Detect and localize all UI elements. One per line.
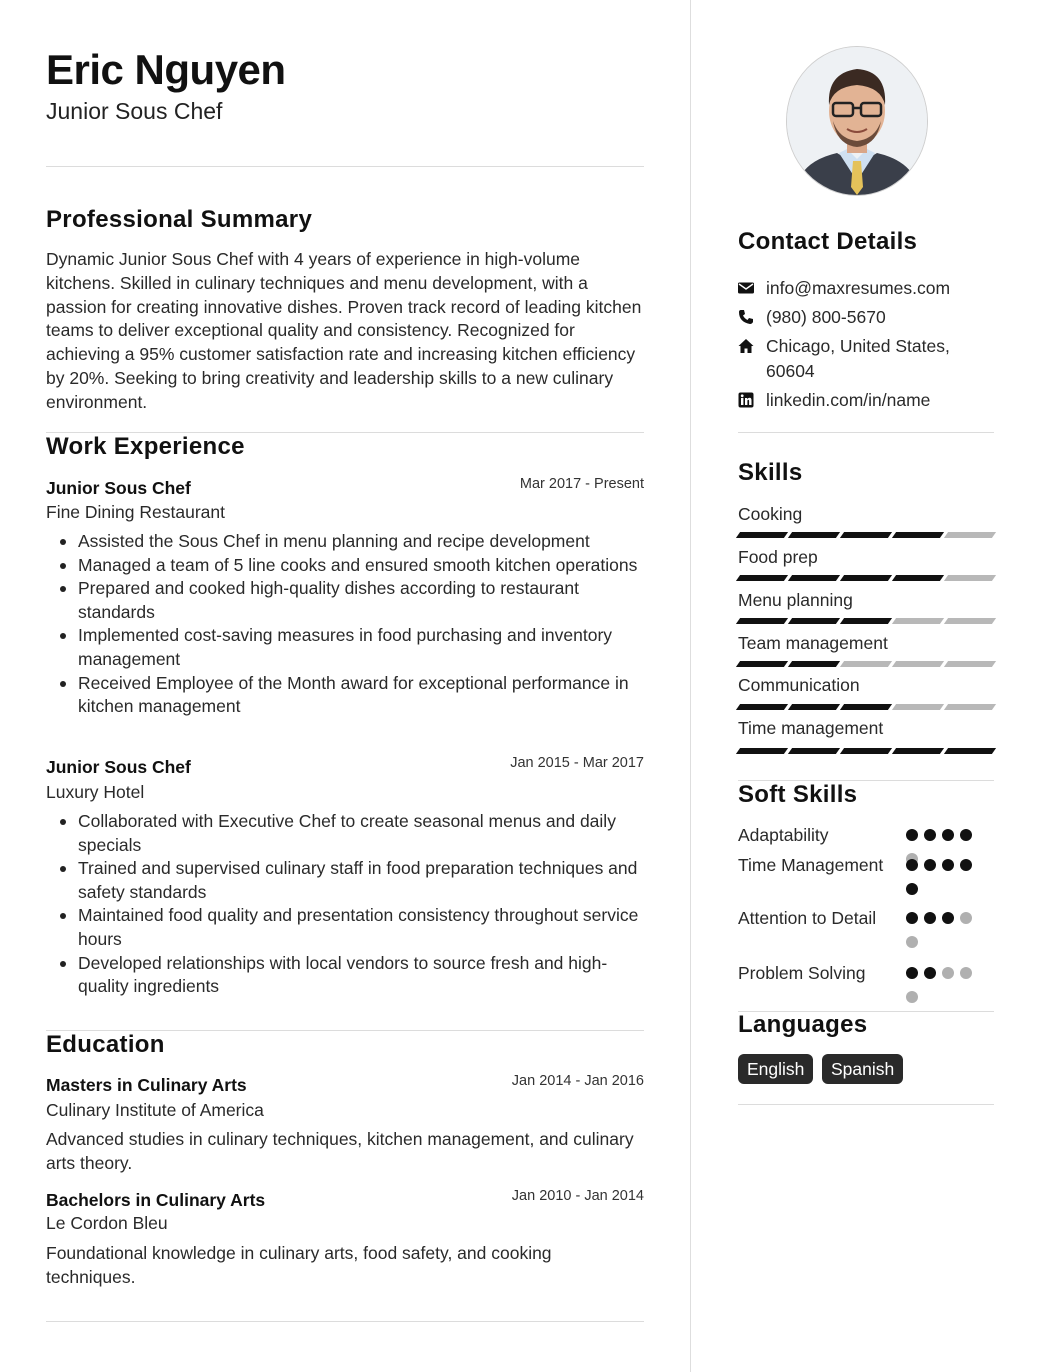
skill-segment-filled <box>840 748 892 754</box>
skill-name: Time management <box>738 718 884 738</box>
soft-skill-name: Time Management <box>738 855 884 875</box>
skill-level-bar <box>738 704 994 710</box>
header-divider <box>46 166 644 167</box>
skill-segment-filled <box>736 748 788 754</box>
avatar <box>786 46 928 196</box>
skill-segment-filled <box>788 575 840 581</box>
education-heading: Education <box>46 1031 165 1058</box>
contact-heading: Contact Details <box>738 228 918 255</box>
skill-segment-filled <box>736 661 788 667</box>
job-title: Junior Sous Chef <box>46 478 191 498</box>
language-badge: English <box>738 1054 813 1084</box>
skill-segment-empty <box>944 704 996 710</box>
skill-level-bar <box>738 748 994 754</box>
rating-dot-filled <box>906 967 918 979</box>
skill-segment-filled <box>736 704 788 710</box>
skill-segment-empty <box>840 661 892 667</box>
skill-segment-empty <box>944 532 996 538</box>
contact-address-text: Chicago, United States, 60604 <box>766 336 950 381</box>
job-bullets <box>46 530 644 719</box>
skill-name: Menu planning <box>738 590 853 610</box>
list-item: Maintained food quality and presentation consistency throughout service hours <box>78 904 644 951</box>
list-item: Implemented cost-saving measures in food purchasing and inventory management <box>78 624 644 671</box>
languages-heading: Languages <box>738 1011 868 1038</box>
rating-dot-filled <box>924 967 936 979</box>
contact-phone-text: (980) 800-5670 <box>766 307 886 327</box>
phone-icon <box>738 309 754 325</box>
skill-level-bar <box>738 532 994 538</box>
skill-name: Food prep <box>738 547 818 567</box>
rating-dot-filled <box>960 859 972 871</box>
rating-dot-filled <box>906 883 918 895</box>
skill-segment-filled <box>788 618 840 624</box>
contact-phone <box>738 305 994 330</box>
skill-segment-empty <box>944 661 996 667</box>
skill-level-bar <box>738 575 994 581</box>
job-bullets <box>46 810 644 999</box>
list-item: Prepared and cooked high-quality dishes according to restaurant standards <box>78 577 644 624</box>
rating-dot-filled <box>924 912 936 924</box>
rating-dot-filled <box>906 912 918 924</box>
languages-divider <box>738 1104 994 1105</box>
rating-dot-filled <box>906 829 918 841</box>
avatar-portrait <box>787 47 927 195</box>
skill-segment-filled <box>892 748 944 754</box>
skill-name: Team management <box>738 633 888 653</box>
contact-email <box>738 276 994 301</box>
rating-dot-empty <box>960 967 972 979</box>
skill-segment-filled <box>736 618 788 624</box>
education-description: Foundational knowledge in culinary arts, food safety, and cooking techniques. <box>46 1243 552 1287</box>
rating-dot-empty <box>906 936 918 948</box>
rating-dot-filled <box>906 859 918 871</box>
home-icon <box>738 338 754 354</box>
degree-title: Bachelors in Culinary Arts <box>46 1190 266 1210</box>
skill-name: Cooking <box>738 504 803 524</box>
linkedin-icon <box>738 392 754 408</box>
skill-segment-empty <box>892 618 944 624</box>
education-divider <box>46 1321 644 1322</box>
education-description: Advanced studies in culinary techniques, kitchen management, and culinary arts theory. <box>46 1129 634 1173</box>
candidate-name: Eric Nguyen <box>46 46 286 93</box>
soft-skills-heading: Soft Skills <box>738 781 858 808</box>
skill-segment-empty <box>892 704 944 710</box>
degree-title: Masters in Culinary Arts <box>46 1075 247 1095</box>
list-item: Collaborated with Executive Chef to create seasonal menus and daily specials <box>78 810 644 857</box>
skill-segment-filled <box>840 575 892 581</box>
skill-name: Communication <box>738 675 860 695</box>
rating-dot-empty <box>942 967 954 979</box>
job-dates: Jan 2015 - Mar 2017 <box>510 755 644 771</box>
contact-linkedin-text: linkedin.com/in/name <box>766 390 931 410</box>
rating-dot-filled <box>924 859 936 871</box>
rating-dot-empty <box>906 991 918 1003</box>
contact-email-text: info@maxresumes.com <box>766 278 951 298</box>
skill-segment-empty <box>892 661 944 667</box>
education-dates: Jan 2014 - Jan 2016 <box>511 1073 644 1089</box>
skill-level-bar <box>738 618 994 624</box>
job-title: Junior Sous Chef <box>46 757 191 777</box>
school-name: Culinary Institute of America <box>46 1100 264 1120</box>
envelope-icon <box>738 280 754 296</box>
skill-segment-filled <box>944 748 996 754</box>
rating-dot-filled <box>942 859 954 871</box>
skill-segment-filled <box>788 748 840 754</box>
skill-segment-filled <box>736 575 788 581</box>
skill-segment-filled <box>840 704 892 710</box>
experience-heading: Work Experience <box>46 433 245 460</box>
list-item: Developed relationships with local vendors to source fresh and high-quality ingredients <box>78 952 644 999</box>
skill-segment-filled <box>892 532 944 538</box>
skill-segment-filled <box>892 575 944 581</box>
skill-segment-filled <box>840 532 892 538</box>
list-item: Trained and supervised culinary staff in food preparation techniques and safety standards <box>78 857 644 904</box>
language-badge: Spanish <box>822 1054 903 1084</box>
skill-level-bar <box>738 661 994 667</box>
contact-divider <box>738 432 994 433</box>
skill-segment-filled <box>788 661 840 667</box>
job-organization: Fine Dining Restaurant <box>46 502 225 522</box>
rating-dot-empty <box>960 912 972 924</box>
list-item: Received Employee of the Month award for exceptional performance in kitchen management <box>78 672 644 719</box>
school-name: Le Cordon Bleu <box>46 1213 168 1233</box>
skill-segment-empty <box>944 618 996 624</box>
rating-dot-filled <box>924 829 936 841</box>
rating-dot-filled <box>960 829 972 841</box>
rating-dot-filled <box>942 829 954 841</box>
skill-segment-filled <box>788 704 840 710</box>
soft-skill-name: Problem Solving <box>738 963 866 983</box>
rating-dot-filled <box>942 912 954 924</box>
summary-text: Dynamic Junior Sous Chef with 4 years of experience in high-volume kitchens. Skilled in culinary techniques and menu development, with a passion for creating innovative dishes. Proven track record of leading kitchen teams to deliver exceptional quality and consistency. Recognized for achieving a 95% customer satisfaction rate and increasing kitchen efficiency by 20%. Seeking to bring creativity and leadership skills to a new culinary environment. <box>46 249 642 412</box>
skill-segment-filled <box>736 532 788 538</box>
candidate-role: Junior Sous Chef <box>46 98 223 124</box>
job-dates: Mar 2017 - Present <box>519 476 644 492</box>
soft-skill-name: Adaptability <box>738 825 829 845</box>
summary-heading: Professional Summary <box>46 206 313 233</box>
skill-segment-filled <box>840 618 892 624</box>
skill-segment-empty <box>944 575 996 581</box>
soft-skill-name: Attention to Detail <box>738 908 877 928</box>
list-item: Assisted the Sous Chef in menu planning and recipe development <box>78 530 644 554</box>
skill-segment-filled <box>788 532 840 538</box>
contact-address <box>738 334 994 383</box>
job-organization: Luxury Hotel <box>46 782 145 802</box>
education-dates: Jan 2010 - Jan 2014 <box>511 1188 644 1204</box>
skills-heading: Skills <box>738 459 803 486</box>
list-item: Managed a team of 5 line cooks and ensured smooth kitchen operations <box>78 554 644 578</box>
column-divider <box>690 0 691 1372</box>
contact-linkedin <box>738 388 994 413</box>
